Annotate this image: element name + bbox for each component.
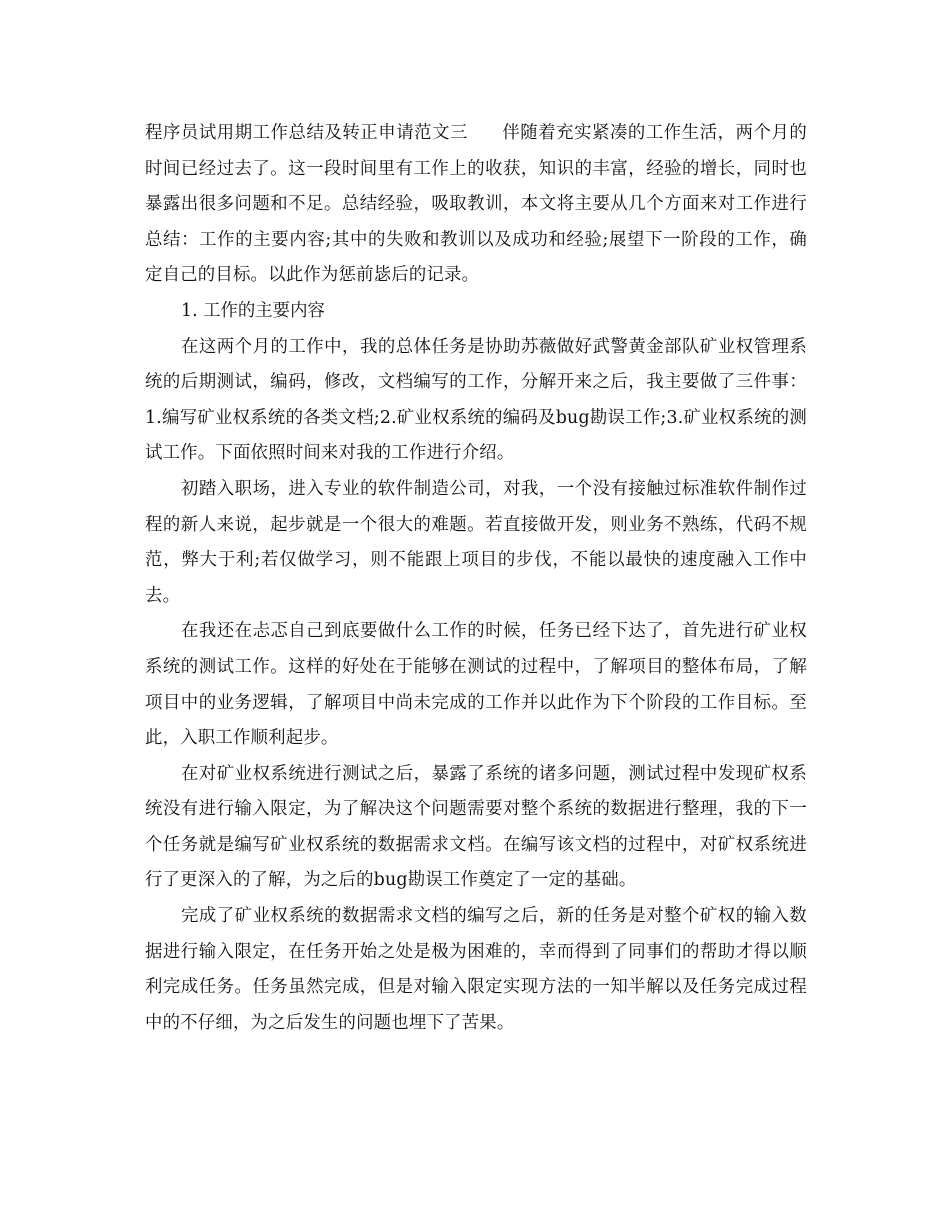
title-intro-paragraph [145, 116, 807, 294]
body-paragraph: 完成了矿业权系统的数据需求文档的编写之后，新的任务是对整个矿权的输入数据进行输入限定，在任务开始之处是极为困难的，幸而得到了同事们的帮助才得以顺利完成任务。任务虽然完成，但是对输入限定实现方法的一知半解以及任务完成过程中的不仔细，为之后发生的问题也埋下了苦果。 [145, 906, 807, 1033]
body-paragraph: 在我还在忐忑自己到底要做什么工作的时候，任务已经下达了，首先进行矿业权系统的测试工作。这样的好处在于能够在测试的过程中，了解项目的整体布局，了解项目中的业务逻辑，了解项目中尚未完成的工作并以此作为下个阶段的工作目标。至此，入职工作顺利起步。 [145, 621, 807, 749]
document-body [145, 116, 807, 1041]
intro-text: 伴随着充实紧凑的工作生活，两个月的时间已经过去了。这一段时间里有工作上的收获，知识的丰富，经验的增长，同时也暴露出很多问题和不足。总结经验，吸取教训，本文将主要从几个方面来对工作进行总结：工作的主要内容;其中的失败和教训以及成功和经验;展望下一阶段的工作，确定自己的目标。以此作为惩前毖后的记录。 [145, 123, 807, 286]
body-paragraph: 在这两个月的工作中，我的总体任务是协助苏薇做好武警黄金部队矿业权管理系统的后期测试，编码，修改，文档编写的工作，分解开来之后，我主要做了三件事：1.编写矿业权系统的各类文档;2.矿业权系统的编码及bug勘误工作;3.矿业权系统的测试工作。下面依照时间来对我的工作进行介绍。 [145, 336, 807, 464]
body-paragraph: 初踏入职场，进入专业的软件制造公司，对我，一个没有接触过标准软件制作过程的新人来说，起步就是一个很大的难题。若直接做开发，则业务不熟练，代码不规范，弊大于利;若仅做学习，则不能跟上项目的步伐，不能以最快的速度融入工作中去。 [145, 478, 807, 606]
body-paragraph: 在对矿业权系统进行测试之后，暴露了系统的诸多问题，测试过程中发现矿权系统没有进行输入限定，为了解决这个问题需要对整个系统的数据进行整理，我的下一个任务就是编写矿业权系统的数据需求文档。在编写该文档的过程中，对矿权系统进行了更深入的了解，为之后的bug勘误工作奠定了一定的基础。 [145, 763, 807, 891]
section-heading: 1. 工作的主要内容 [181, 300, 325, 321]
document-title: 程序员试用期工作总结及转正申请范文三 [145, 123, 468, 143]
